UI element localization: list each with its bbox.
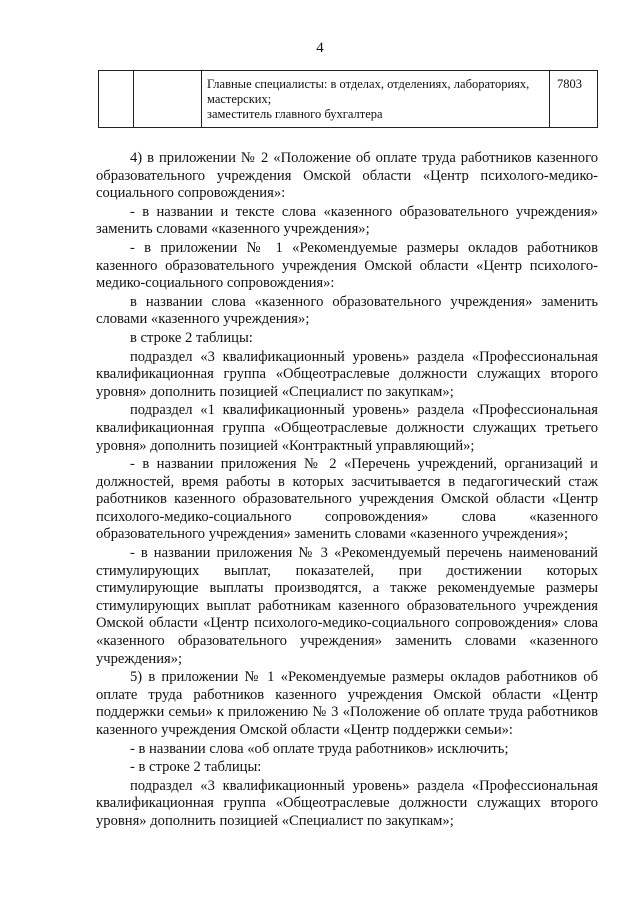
page-number: 4 [316,40,324,56]
paragraph: - в названии приложения № 3 «Рекомендуемый перечень наименований стимулирующих выплат, показателей, при достижении которых стимулирующие выплаты производятся, а также рекомендуемые размеры стимулирующих выплат работникам казенного образовательного учреждения Омской области «Центр психолого-медико-социального сопровождения» слова «казенного образовательного учреждения» заменить словами «казенного учреждения»; [96,545,598,667]
table-fragment [98,70,598,128]
paragraph: подраздел «1 квалификационный уровень» раздела «Профессиональная квалификационная группа «Общеотраслевые должности служащих третьего уровня» дополнить позицией «Контрактный управляющий»; [96,402,598,454]
table-column-divider [133,71,134,127]
table-cell-line: заместитель главного бухгалтера [207,107,383,121]
paragraph: подраздел «3 квалификационный уровень» раздела «Профессиональная квалификационная группа «Общеотраслевые должности служащих второго уровня» дополнить позицией «Специалист по закупкам»; [96,348,598,400]
table-cell-code: 7803 [557,77,582,91]
table-cell-position [207,77,543,122]
document-body [96,150,598,832]
table-column-divider [201,71,202,127]
table-cell-line: Главные специалисты: в отделах, отделениях, лабораториях, мастерских; [207,77,530,106]
paragraph: - в названии приложения № 2 «Перечень учреждений, организаций и должностей, время работы в которых засчитывается в педагогический стаж работников казенного образовательного учреждения Омской области «Центр психолого-медико-социального сопровождения» слова «казенного образовательного учреждения» заменить словами «казенного учреждения»; [96,456,598,543]
paragraph: подраздел «3 квалификационный уровень» раздела «Профессиональная квалификационная группа «Общеотраслевые должности служащих второго уровня» дополнить позицией «Специалист по закупкам»; [96,777,598,829]
paragraph: - в приложении № 1 «Рекомендуемые размеры окладов работников казенного образовательного учреждения Омской области «Центр психолого-медико-социального сопровождения»: [96,239,598,292]
paragraph: - в строке 2 таблицы: [130,759,262,776]
table-column-divider [549,71,550,127]
paragraph: в строке 2 таблицы: [130,329,253,346]
paragraph: 5) в приложении № 1 «Рекомендуемые размеры окладов работников об оплате труда работников казенного учреждения Омской области «Центр поддержки семьи» к приложению № 3 «Положение об оплате труда работников казенного учреждения Омской области «Центр поддержки семьи»: [96,669,598,738]
paragraph: - в названии и тексте слова «казенного образовательного учреждения» заменить словами «казенного учреждения»; [96,203,598,238]
paragraph: - в названии слова «об оплате труда работников» исключить; [130,740,509,757]
paragraph: 4) в приложении № 2 «Положение об оплате труда работников казенного образовательного учреждения Омской области «Центр психолого-медико-социального сопровождения»: [96,150,598,202]
paragraph: в названии слова «казенного образовательного учреждения» заменить словами «казенного учреждения»; [96,293,598,328]
